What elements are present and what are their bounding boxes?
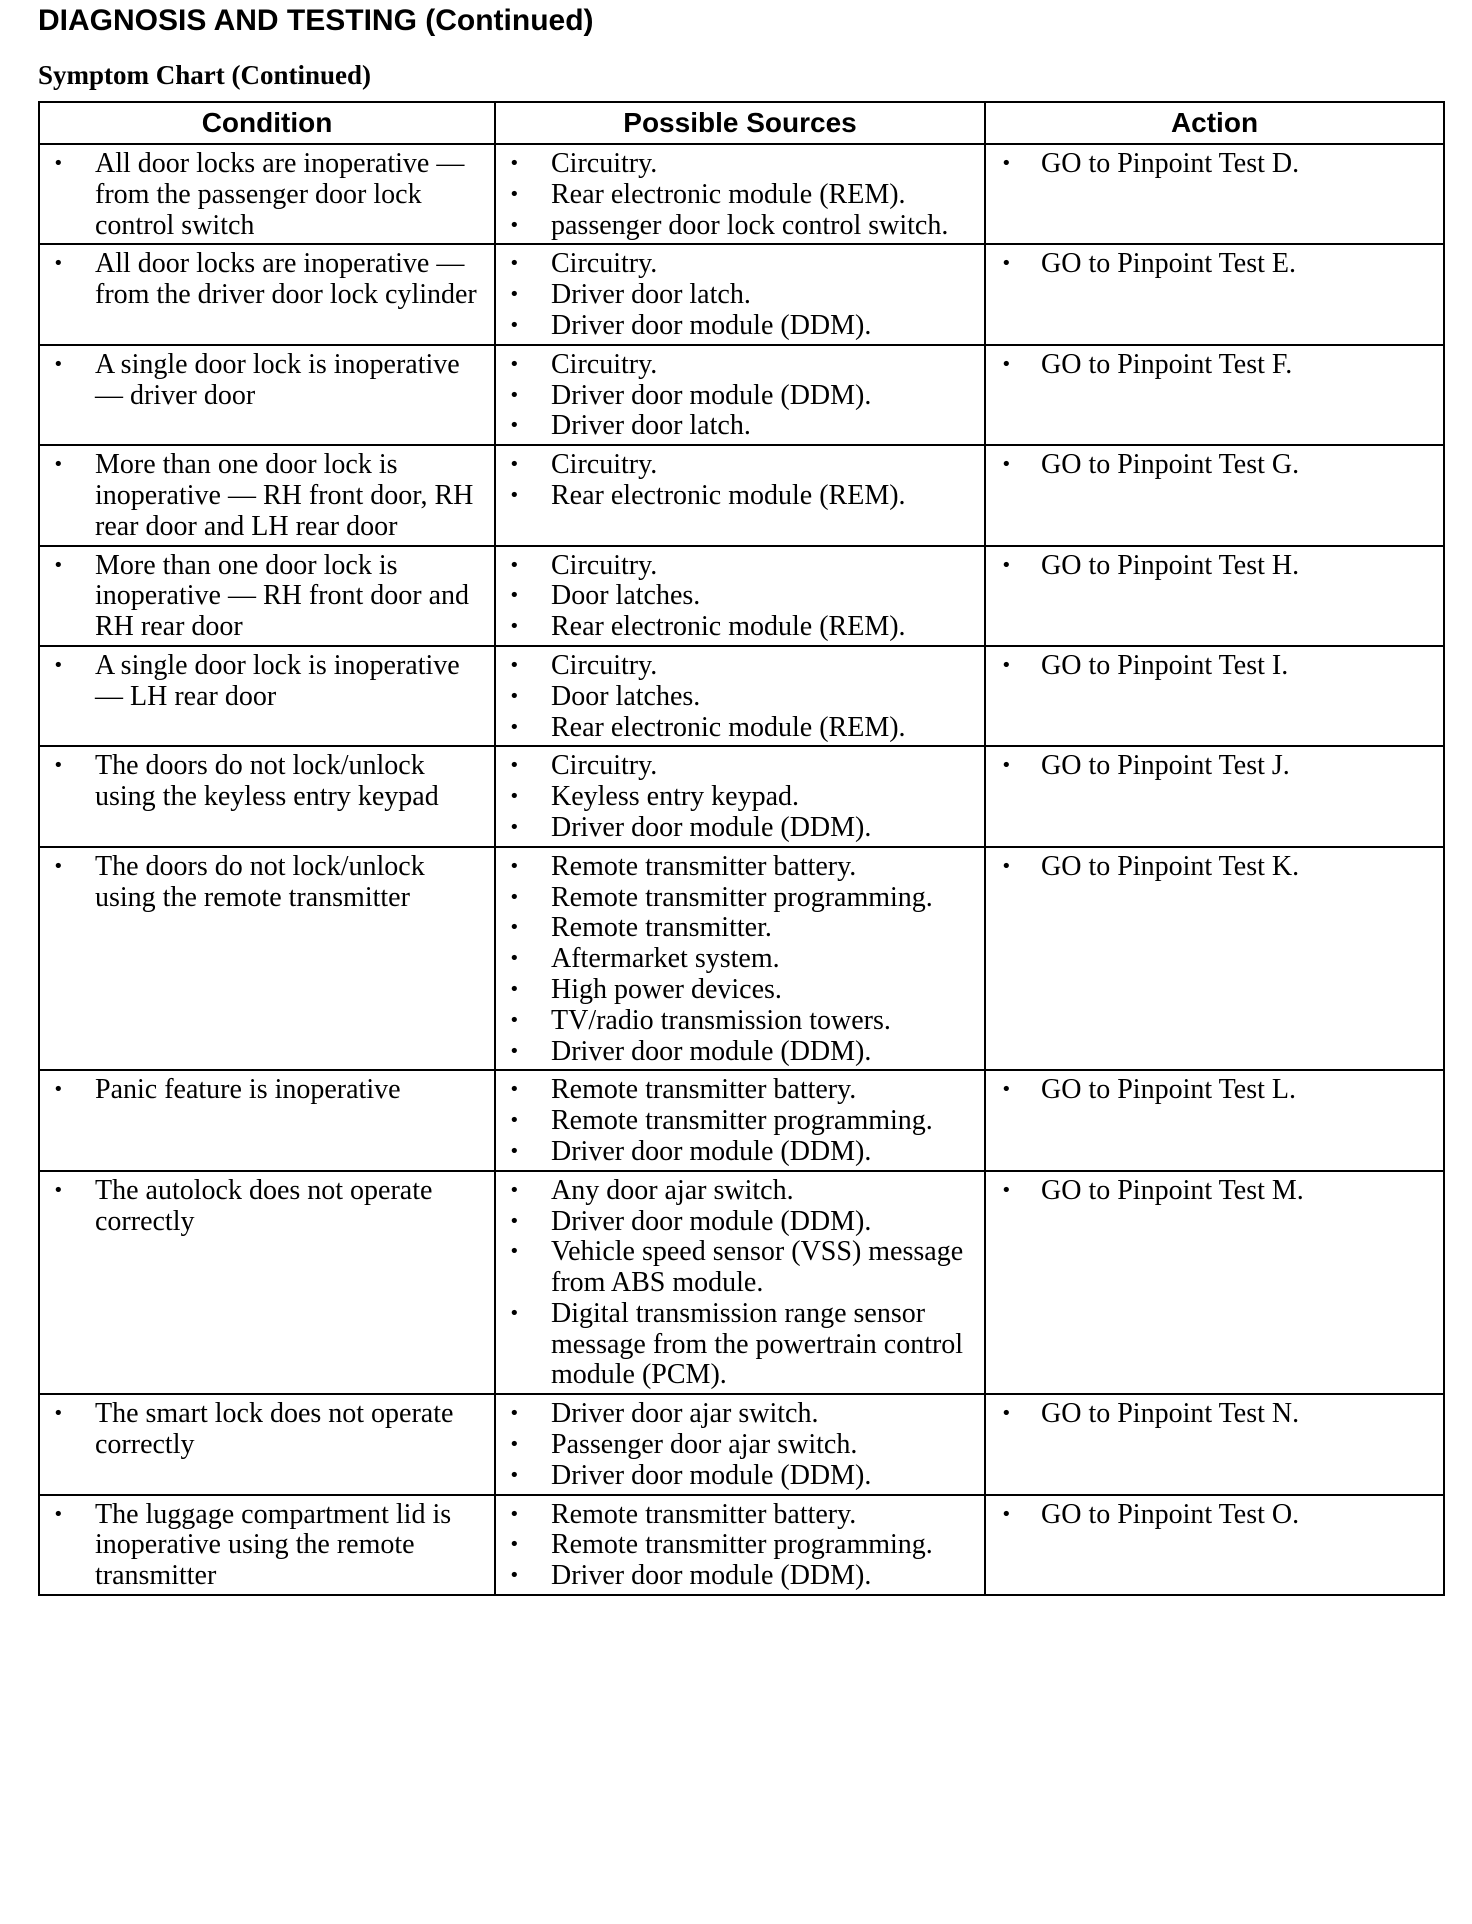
action-cell	[985, 144, 1444, 244]
bullet-item	[40, 651, 486, 713]
bullet-list	[496, 647, 984, 745]
bullet-text: Vehicle speed sensor (VSS) message from ABS module.	[551, 1236, 964, 1299]
section-title: Symptom Chart (Continued)	[38, 60, 372, 90]
bullet-icon: •	[53, 153, 64, 174]
table-row	[39, 144, 1444, 244]
bullet-icon: •	[509, 1434, 520, 1456]
bullet-item	[496, 1237, 976, 1299]
bullet-text: Circuitry.	[551, 549, 658, 581]
table-row	[39, 546, 1444, 646]
bullet-icon: •	[509, 1534, 520, 1556]
bullet-item	[496, 211, 976, 242]
bullet-list	[986, 145, 1443, 182]
bullet-text: Circuitry.	[551, 248, 658, 280]
bullet-item	[40, 1500, 486, 1592]
condition-cell	[39, 546, 495, 646]
bullet-icon: •	[509, 1009, 520, 1031]
bullet-icon: •	[53, 1403, 64, 1425]
bullet-item	[496, 149, 976, 180]
bullet-text: Door latches.	[551, 680, 701, 712]
bullet-list	[496, 1172, 984, 1394]
bullet-item	[986, 450, 1435, 481]
bullet-item	[986, 751, 1435, 782]
bullet-text: Remote transmitter programming.	[551, 1529, 933, 1561]
bullet-text: Aftermarket system.	[551, 943, 780, 975]
condition-cell	[39, 345, 495, 445]
bullet-item	[40, 450, 486, 542]
bullet-text: Rear electronic module (REM).	[551, 611, 906, 643]
bullet-item	[496, 350, 976, 381]
bullet-icon: •	[1001, 353, 1012, 375]
condition-cell	[39, 1495, 495, 1595]
bullet-list	[496, 245, 984, 343]
bullet-item	[496, 883, 976, 914]
table-body	[39, 144, 1444, 1595]
table-row	[39, 847, 1444, 1071]
bullet-text: GO to Pinpoint Test G.	[1041, 449, 1300, 481]
bullet-list	[40, 1172, 494, 1240]
possible-sources-cell	[495, 646, 985, 746]
bullet-list	[40, 747, 494, 815]
bullet-text: Rear electronic module (REM).	[551, 479, 906, 511]
bullet-icon: •	[509, 1403, 520, 1425]
possible-sources-cell	[495, 244, 985, 344]
action-cell	[985, 746, 1444, 846]
bullet-icon: •	[53, 1179, 64, 1201]
bullet-text: The autolock does not operate correctly	[95, 1174, 433, 1237]
bullet-text: Door latches.	[551, 580, 701, 612]
bullet-text: Driver door module (DDM).	[551, 379, 872, 411]
bullet-icon: •	[509, 786, 520, 808]
bullet-text: Circuitry.	[551, 348, 658, 380]
bullet-item	[496, 381, 976, 412]
bullet-text: Driver door module (DDM).	[551, 1135, 872, 1167]
bullet-list	[986, 547, 1443, 584]
bullet-icon: •	[1001, 1503, 1012, 1525]
bullet-item	[496, 481, 976, 512]
bullet-item	[40, 551, 486, 643]
bullet-text: TV/radio transmission towers.	[551, 1004, 891, 1036]
bullet-list	[986, 446, 1443, 483]
bullet-item	[40, 1075, 486, 1106]
bullet-text: Rear electronic module (REM).	[551, 178, 906, 210]
bullet-text: Remote transmitter battery.	[551, 1074, 857, 1106]
symptom-chart-table	[38, 101, 1445, 1596]
table-row	[39, 445, 1444, 545]
bullet-icon: •	[1001, 1403, 1012, 1425]
bullet-icon: •	[509, 616, 520, 638]
bullet-text: A single door lock is inoperative — LH rear door	[95, 649, 460, 712]
table-row	[39, 345, 1444, 445]
condition-cell	[39, 746, 495, 846]
bullet-text: The doors do not lock/unlock using the keyless entry keypad	[95, 750, 439, 813]
bullet-text: Driver door module (DDM).	[551, 1035, 872, 1067]
bullet-list	[986, 346, 1443, 383]
bullet-list	[496, 747, 984, 845]
table-row	[39, 1495, 1444, 1595]
bullet-list	[40, 446, 494, 544]
table-row	[39, 1070, 1444, 1170]
bullet-list	[986, 1172, 1443, 1209]
bullet-icon: •	[1001, 554, 1012, 576]
action-cell	[985, 646, 1444, 746]
bullet-text: Panic feature is inoperative	[95, 1074, 401, 1106]
bullet-item	[986, 1176, 1435, 1207]
condition-cell	[39, 646, 495, 746]
action-cell	[985, 1394, 1444, 1494]
bullet-icon: •	[53, 554, 64, 576]
bullet-icon: •	[53, 1503, 64, 1525]
bullet-text: Driver door module (DDM).	[551, 811, 872, 843]
bullet-text: Remote transmitter battery.	[551, 1498, 857, 1530]
bullet-icon: •	[509, 1079, 520, 1101]
action-cell	[985, 546, 1444, 646]
bullet-icon: •	[509, 654, 520, 676]
bullet-list	[40, 848, 494, 916]
bullet-icon: •	[509, 554, 520, 576]
condition-cell	[39, 847, 495, 1071]
bullet-text: Remote transmitter battery.	[551, 850, 857, 882]
bullet-icon: •	[1001, 654, 1012, 676]
possible-sources-cell	[495, 746, 985, 846]
bullet-item	[496, 1006, 976, 1037]
bullet-icon: •	[509, 153, 520, 174]
bullet-text: Rear electronic module (REM).	[551, 711, 906, 743]
bullet-item	[986, 651, 1435, 682]
possible-sources-cell	[495, 1495, 985, 1595]
bullet-text: High power devices.	[551, 973, 782, 1005]
bullet-icon: •	[509, 585, 520, 607]
bullet-text: Driver door module (DDM).	[551, 1205, 872, 1237]
bullet-text: GO to Pinpoint Test J.	[1041, 750, 1290, 782]
bullet-icon: •	[1001, 153, 1012, 174]
bullet-text: Circuitry.	[551, 449, 658, 481]
bullet-item	[496, 1176, 976, 1207]
action-cell	[985, 244, 1444, 344]
bullet-list	[496, 446, 984, 514]
bullet-icon: •	[509, 415, 520, 437]
bullet-item	[496, 651, 976, 682]
bullet-text: Driver door module (DDM).	[551, 1560, 872, 1592]
bullet-item	[986, 350, 1435, 381]
bullet-text: GO to Pinpoint Test E.	[1041, 248, 1296, 280]
bullet-icon: •	[1001, 1179, 1012, 1201]
table-row	[39, 1171, 1444, 1395]
bullet-icon: •	[1001, 454, 1012, 476]
bullet-item	[496, 1561, 976, 1592]
bullet-list	[40, 145, 494, 243]
bullet-icon: •	[53, 654, 64, 676]
bullet-text: Circuitry.	[551, 148, 658, 179]
bullet-icon: •	[509, 855, 520, 877]
bullet-icon: •	[53, 253, 64, 275]
bullet-list	[986, 1395, 1443, 1432]
bullet-item	[986, 551, 1435, 582]
bullet-item	[496, 682, 976, 713]
bullet-list	[986, 747, 1443, 784]
bullet-icon: •	[509, 183, 520, 205]
column-header-possible-sources: Possible Sources	[495, 102, 985, 144]
bullet-text: The doors do not lock/unlock using the remote transmitter	[95, 850, 425, 913]
bullet-item	[496, 1500, 976, 1531]
bullet-list	[986, 647, 1443, 684]
bullet-text: Digital transmission range sensor message from the powertrain control module (PCM).	[551, 1297, 964, 1391]
bullet-list	[496, 1071, 984, 1169]
bullet-item	[496, 1430, 976, 1461]
action-cell	[985, 345, 1444, 445]
condition-cell	[39, 445, 495, 545]
bullet-item	[986, 149, 1435, 180]
possible-sources-cell	[495, 847, 985, 1071]
bullet-item	[496, 249, 976, 280]
bullet-icon: •	[509, 716, 520, 738]
bullet-icon: •	[509, 886, 520, 908]
bullet-item	[496, 311, 976, 342]
bullet-list	[986, 848, 1443, 885]
bullet-list	[40, 245, 494, 313]
possible-sources-cell	[495, 1171, 985, 1395]
bullet-list	[40, 346, 494, 414]
bullet-item	[986, 249, 1435, 280]
bullet-text: GO to Pinpoint Test F.	[1041, 348, 1293, 380]
bullet-icon: •	[509, 1241, 520, 1263]
bullet-item	[40, 249, 486, 311]
bullet-text: GO to Pinpoint Test L.	[1041, 1074, 1296, 1106]
bullet-text: Any door ajar switch.	[551, 1174, 794, 1206]
bullet-item	[496, 944, 976, 975]
bullet-icon: •	[509, 384, 520, 406]
bullet-text: A single door lock is inoperative — driver door	[95, 348, 460, 411]
bullet-item	[496, 1037, 976, 1068]
possible-sources-cell	[495, 1070, 985, 1170]
bullet-icon: •	[509, 454, 520, 476]
condition-cell	[39, 244, 495, 344]
bullet-icon: •	[53, 1079, 64, 1101]
bullet-icon: •	[1001, 855, 1012, 877]
bullet-list	[986, 245, 1443, 282]
bullet-item	[496, 180, 976, 211]
bullet-text: GO to Pinpoint Test O.	[1041, 1498, 1300, 1530]
bullet-list	[986, 1071, 1443, 1108]
action-cell	[985, 1171, 1444, 1395]
bullet-item	[496, 1299, 976, 1391]
bullet-icon: •	[509, 353, 520, 375]
bullet-text: passenger door lock control switch.	[551, 209, 949, 241]
bullet-item	[496, 713, 976, 744]
bullet-item	[496, 913, 976, 944]
possible-sources-cell	[495, 1394, 985, 1494]
bullet-item	[986, 1075, 1435, 1106]
bullet-text: Driver door latch.	[551, 410, 751, 442]
bullet-icon: •	[509, 214, 520, 236]
bullet-icon: •	[509, 1565, 520, 1587]
possible-sources-cell	[495, 144, 985, 244]
bullet-icon: •	[509, 1464, 520, 1486]
bullet-icon: •	[509, 1040, 520, 1062]
bullet-item	[40, 852, 486, 914]
bullet-text: More than one door lock is inoperative — RH front door and RH rear door	[95, 549, 470, 643]
bullet-item	[40, 751, 486, 813]
bullet-icon: •	[509, 917, 520, 939]
bullet-item	[496, 813, 976, 844]
bullet-text: GO to Pinpoint Test M.	[1041, 1174, 1304, 1206]
bullet-item	[40, 149, 486, 241]
bullet-icon: •	[53, 454, 64, 476]
bullet-list	[986, 1496, 1443, 1533]
bullet-item	[496, 852, 976, 883]
bullet-text: Remote transmitter.	[551, 912, 772, 944]
bullet-list	[496, 1395, 984, 1493]
bullet-text: GO to Pinpoint Test N.	[1041, 1398, 1300, 1430]
bullet-text: GO to Pinpoint Test H.	[1041, 549, 1300, 581]
bullet-item	[496, 612, 976, 643]
condition-cell	[39, 1394, 495, 1494]
bullet-text: More than one door lock is inoperative — RH front door, RH rear door and LH rear door	[95, 449, 474, 542]
bullet-icon: •	[509, 284, 520, 306]
bullet-text: The luggage compartment lid is inoperative using the remote transmitter	[95, 1498, 452, 1592]
bullet-text: GO to Pinpoint Test K.	[1041, 850, 1300, 882]
bullet-icon: •	[509, 816, 520, 838]
bullet-item	[496, 1530, 976, 1561]
table-row	[39, 244, 1444, 344]
bullet-icon: •	[509, 484, 520, 506]
page-title: DIAGNOSIS AND TESTING (Continued)	[38, 4, 594, 37]
bullet-item	[496, 1399, 976, 1430]
bullet-item	[986, 1500, 1435, 1531]
bullet-list	[496, 547, 984, 645]
bullet-icon: •	[53, 755, 64, 777]
table-row	[39, 1394, 1444, 1494]
bullet-icon: •	[509, 685, 520, 707]
possible-sources-cell	[495, 445, 985, 545]
bullet-text: Driver door ajar switch.	[551, 1398, 819, 1430]
bullet-item	[496, 782, 976, 813]
table-row	[39, 646, 1444, 746]
bullet-item	[496, 751, 976, 782]
condition-cell	[39, 1171, 495, 1395]
table-header-row	[39, 102, 1444, 144]
bullet-text: All door locks are inoperative — from the driver door lock cylinder	[95, 248, 477, 311]
bullet-text: Keyless entry keypad.	[551, 781, 800, 813]
bullet-text: Circuitry.	[551, 649, 658, 681]
bullet-item	[986, 1399, 1435, 1430]
bullet-item	[40, 1399, 486, 1461]
bullet-text: Driver door module (DDM).	[551, 1459, 872, 1491]
bullet-icon: •	[53, 855, 64, 877]
bullet-icon: •	[509, 978, 520, 1000]
bullet-icon: •	[1001, 1079, 1012, 1101]
possible-sources-cell	[495, 546, 985, 646]
bullet-item	[496, 280, 976, 311]
bullet-icon: •	[509, 755, 520, 777]
bullet-item	[496, 975, 976, 1006]
bullet-list	[40, 647, 494, 715]
bullet-text: Remote transmitter programming.	[551, 1105, 933, 1137]
bullet-list	[496, 346, 984, 444]
bullet-item	[496, 1137, 976, 1168]
bullet-item	[986, 852, 1435, 883]
bullet-item	[496, 1106, 976, 1137]
table-row	[39, 746, 1444, 846]
bullet-icon: •	[509, 1302, 520, 1324]
condition-cell	[39, 1070, 495, 1170]
column-header-action: Action	[985, 102, 1444, 144]
bullet-item	[496, 1207, 976, 1238]
bullet-text: Driver door latch.	[551, 279, 751, 311]
bullet-text: Passenger door ajar switch.	[551, 1429, 858, 1461]
bullet-text: All door locks are inoperative — from the passenger door lock control switch	[95, 148, 465, 241]
action-cell	[985, 847, 1444, 1071]
action-cell	[985, 445, 1444, 545]
bullet-text: GO to Pinpoint Test D.	[1041, 148, 1300, 179]
bullet-icon: •	[509, 1110, 520, 1132]
bullet-item	[496, 1075, 976, 1106]
bullet-item	[40, 350, 486, 412]
condition-cell	[39, 144, 495, 244]
possible-sources-cell	[495, 345, 985, 445]
bullet-text: GO to Pinpoint Test I.	[1041, 649, 1289, 681]
bullet-list	[40, 1496, 494, 1594]
bullet-list	[496, 145, 984, 243]
column-header-condition: Condition	[39, 102, 495, 144]
bullet-text: Driver door module (DDM).	[551, 309, 872, 341]
action-cell	[985, 1495, 1444, 1595]
bullet-text: Circuitry.	[551, 750, 658, 782]
bullet-list	[496, 1496, 984, 1594]
bullet-icon: •	[509, 948, 520, 970]
bullet-icon: •	[509, 1179, 520, 1201]
bullet-list	[40, 547, 494, 645]
bullet-text: The smart lock does not operate correctly	[95, 1398, 454, 1461]
bullet-item	[496, 581, 976, 612]
bullet-list	[40, 1071, 494, 1108]
bullet-icon: •	[509, 314, 520, 336]
bullet-item	[496, 411, 976, 442]
bullet-icon: •	[509, 1210, 520, 1232]
bullet-item	[496, 1461, 976, 1492]
bullet-list	[40, 1395, 494, 1463]
bullet-icon: •	[509, 1503, 520, 1525]
action-cell	[985, 1070, 1444, 1170]
bullet-icon: •	[53, 353, 64, 375]
bullet-icon: •	[509, 1140, 520, 1162]
bullet-icon: •	[509, 253, 520, 275]
bullet-item	[496, 551, 976, 582]
bullet-item	[40, 1176, 486, 1238]
bullet-text: Remote transmitter programming.	[551, 881, 933, 913]
bullet-icon: •	[1001, 253, 1012, 275]
bullet-list	[496, 848, 984, 1070]
bullet-item	[496, 450, 976, 481]
bullet-icon: •	[1001, 755, 1012, 777]
